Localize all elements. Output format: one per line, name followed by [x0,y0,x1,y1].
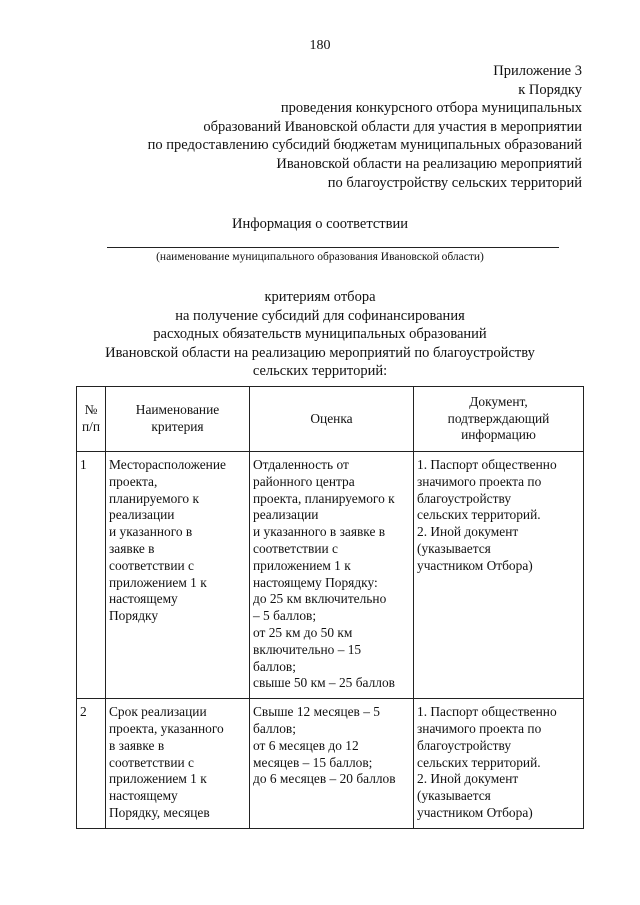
header-criterion: Наименование критерия [106,387,250,452]
cell-evaluation: Свыше 12 месяцев – 5 баллов; от 6 месяцев до 12 месяцев – 15 баллов; до 6 месяцев – 20 баллов [250,699,414,829]
criteria-line: на получение субсидий для софинансирования [175,307,465,324]
criteria-line: сельских территорий: [252,363,388,380]
table-header-row [77,387,584,452]
criteria-line: критериям отбора [264,289,376,305]
appendix-line: образований Ивановской области для участия в мероприятии [203,118,582,135]
appendix-note [148,62,582,192]
header-document: Документ, подтверждающий информацию [414,387,584,452]
cell-document: 1. Паспорт общественно значимого проекта по благоустройству сельских территорий. 2. Иной документ (указывается участником Отбора) [414,699,584,829]
table-row [77,699,584,829]
cell-document: 1. Паспорт общественно значимого проекта по благоустройству сельских территорий. 2. Иной документ (указывается участником Отбора) [414,452,584,699]
document-title: Информация о соответствии [231,216,409,232]
header-evaluation: Оценка [250,387,414,452]
cell-number: 2 [77,699,106,829]
table-row [77,452,584,699]
cell-criterion: Месторасположение проекта, планируемого к реализации и указанного в заявке в соответствии с приложением 1 к настоящему Порядку [106,452,250,699]
appendix-line: по предоставлению субсидий бюджетам муниципальных образований [147,137,582,154]
criteria-line: расходных обязательств муниципальных образований [153,326,487,343]
header-number: № п/п [77,387,106,452]
appendix-line: проведения конкурсного отбора муниципальных [280,100,582,117]
fill-in-line [107,247,559,248]
criteria-table [76,386,584,829]
fill-in-caption: (наименование муниципального образования Ивановской области) [156,251,484,263]
appendix-line: Приложение 3 [493,63,582,79]
appendix-line: по благоустройству сельских территорий [327,174,582,191]
criteria-heading [0,288,640,381]
cell-evaluation: Отдаленность от районного центра проекта, планируемого к реализации и указанного в заявке в соответствии с приложением 1 к настоящему Порядку: до 25 км включительно – 5 баллов; от 25 км до 50 км включительно – 15 баллов; свыше 50 км – 25 баллов [250,452,414,699]
appendix-line: к Порядку [518,81,582,98]
cell-criterion: Срок реализации проекта, указанного в заявке в соответствии с приложением 1 к настоящему Порядку, месяцев [106,699,250,829]
criteria-line: Ивановской области на реализацию мероприятий по благоустройству [105,344,535,361]
cell-number: 1 [77,452,106,699]
page-number: 180 [309,38,331,53]
appendix-line: Ивановской области на реализацию мероприятий [276,155,582,172]
